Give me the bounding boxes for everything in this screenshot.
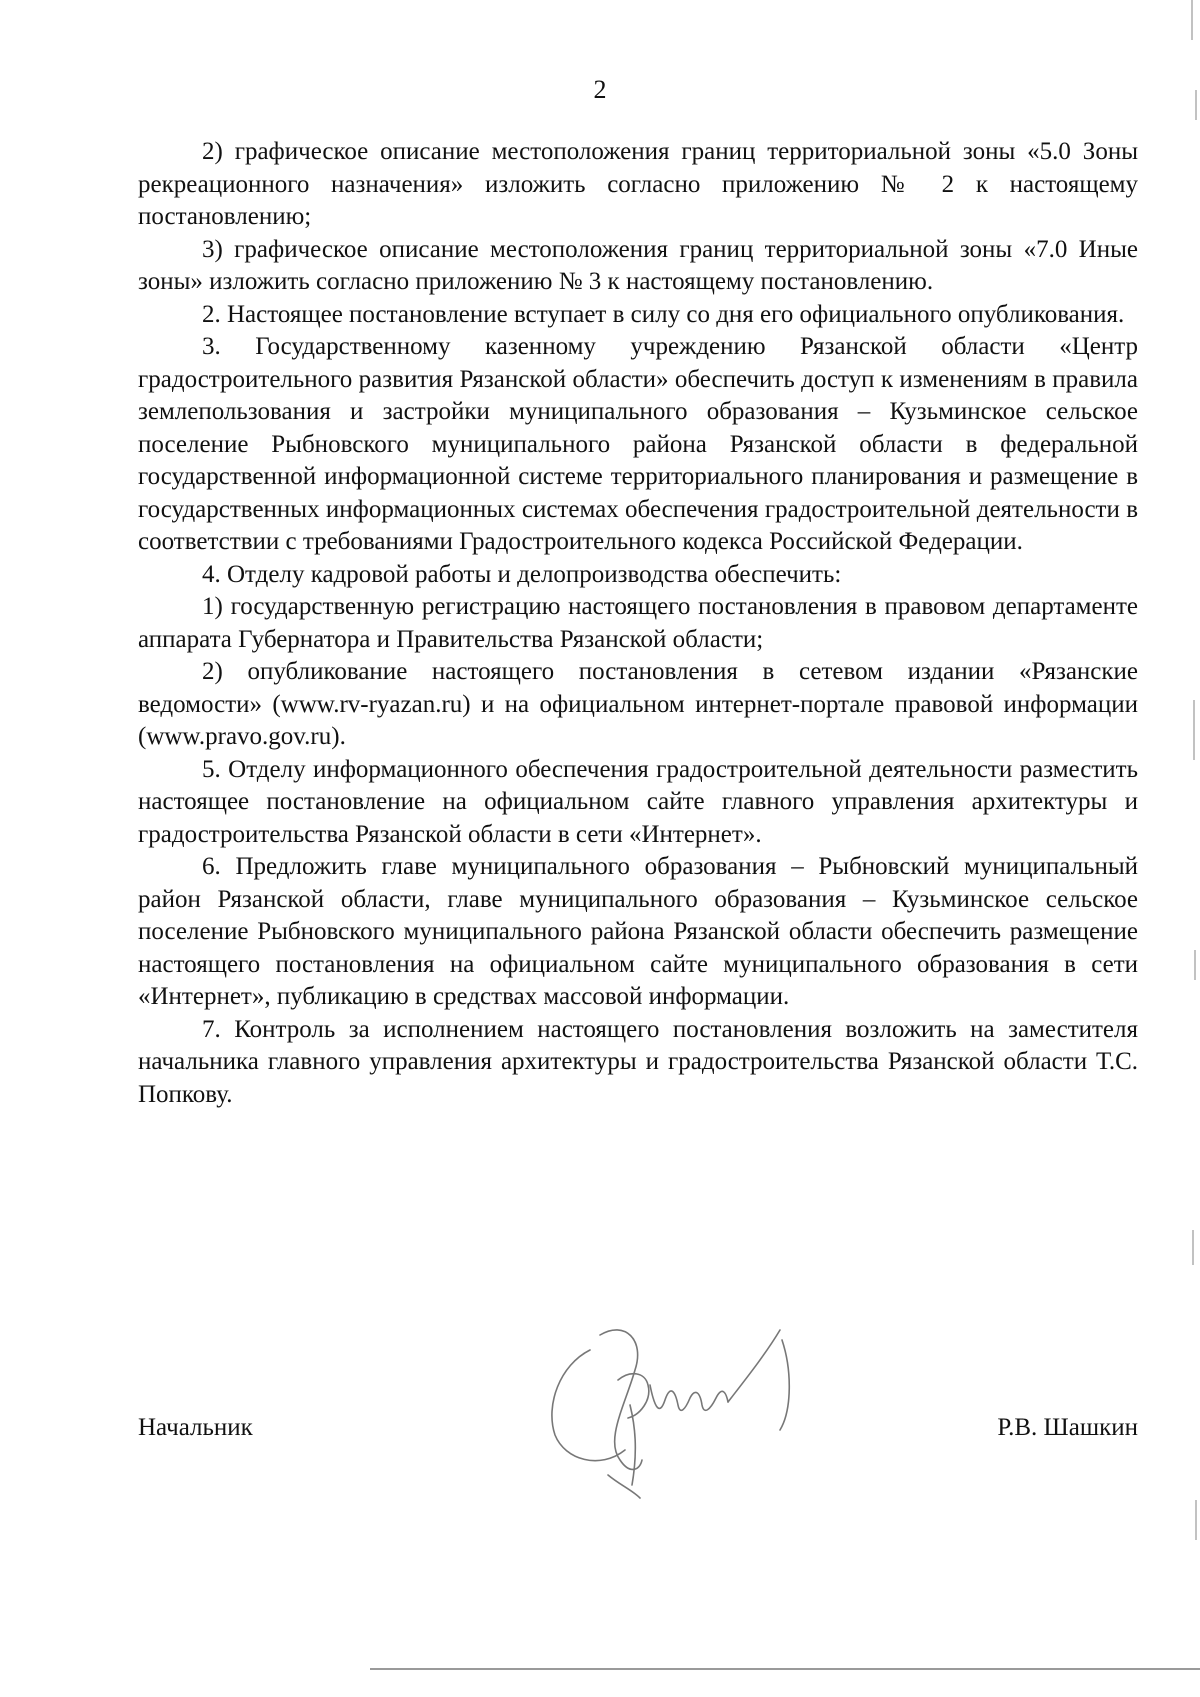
paragraph-text: Отделу кадровой работы и делопроизводства обеспечить:: [227, 560, 842, 588]
paragraph-number: 2): [202, 658, 223, 685]
paragraph-item: [138, 754, 1138, 852]
paragraph-text: графическое описание местоположения границ территориальной зоны «5.0 Зоны рекреационного назначения» изложить согласно приложению № 2 к настоящему постановлению;: [138, 138, 1138, 230]
paragraph-number: 2): [202, 138, 223, 165]
paragraph-number: 6.: [202, 853, 221, 880]
paragraph-item: [138, 331, 1138, 559]
paragraph-number: 4.: [202, 560, 221, 588]
paragraph-number: 5.: [202, 755, 221, 783]
scan-bottom-edge: [370, 1668, 1200, 1670]
paragraph-number: 2.: [202, 300, 221, 328]
paragraph-item: [138, 234, 1138, 299]
paragraph-number: 1): [202, 593, 223, 620]
paragraph-item: [138, 851, 1138, 1014]
page-number: 2: [593, 75, 607, 104]
paragraph-text: Государственному казенному учреждению Рязанской области «Центр градостроительного развития Рязанской области» обеспечить доступ к изменениям в правила землепользования и застройки муниципального образования – Кузьминское сельское поселение Рыбновского муниципального района Рязанской области в федеральной государственной информационной системе территориального планирования и размещение в государственных информационных системах обеспечения градостроительной деятельности в соответствии с требованиями Градостроительного кодекса Российской Федерации.: [138, 333, 1138, 555]
paragraph-item: [138, 1014, 1138, 1112]
document-body: [138, 136, 1138, 1111]
paragraph-text: Отделу информационного обеспечения градостроительной деятельности разместить настоящее постановление на официальном сайте главного управления архитектуры и градостроительства Рязанской области в сети «Интернет».: [138, 755, 1139, 848]
paragraph-text: графическое описание местоположения границ территориальной зоны «7.0 Иные зоны» изложить согласно приложению № 3 к настоящему постановлению.: [138, 235, 1138, 295]
paragraph-text: Настоящее постановление вступает в силу со дня его официального опубликования.: [227, 300, 1125, 328]
signatory-name: Р.В. Шашкин: [997, 1414, 1138, 1441]
signatory-title: Начальник: [138, 1414, 253, 1441]
paragraph-number: 3.: [202, 333, 221, 360]
paragraph-number: 7.: [202, 1015, 221, 1043]
paragraph-item: [138, 136, 1138, 234]
paragraph-item: [138, 591, 1138, 656]
paragraph-text: опубликование настоящего постановления в сетевом издании «Рязанские ведомости» (www.rv-ryazan.ru) и на официальном интернет-портале правовой информации (www.pravo.gov.ru).: [138, 658, 1139, 750]
signature-block: [138, 1412, 1138, 1472]
paragraph-text: Контроль за исполнением настоящего постановления возложить на заместителя начальника главного управления архитектуры и градостроительства Рязанской области Т.С. Попкову.: [138, 1015, 1138, 1108]
paragraph-text: Предложить главе муниципального образования – Рыбновский муниципальный район Рязанской области, главе муниципального образования – Кузьминское сельское поселение Рыбновского муниципального района Рязанской области обеспечить размещение настоящего постановления на официальном сайте муниципального образования в сети «Интернет», публикацию в средствах массовой информации.: [138, 853, 1138, 1010]
paragraph-number: 3): [202, 235, 223, 263]
paragraph-text: государственную регистрацию настоящего постановления в правовом департаменте аппарата Губернатора и Правительства Рязанской области;: [138, 593, 1139, 653]
paragraph-item: [138, 559, 1138, 592]
paragraph-item: [138, 299, 1138, 332]
paragraph-item: [138, 656, 1138, 754]
scan-edge-marks-icon: [1170, 0, 1200, 1697]
